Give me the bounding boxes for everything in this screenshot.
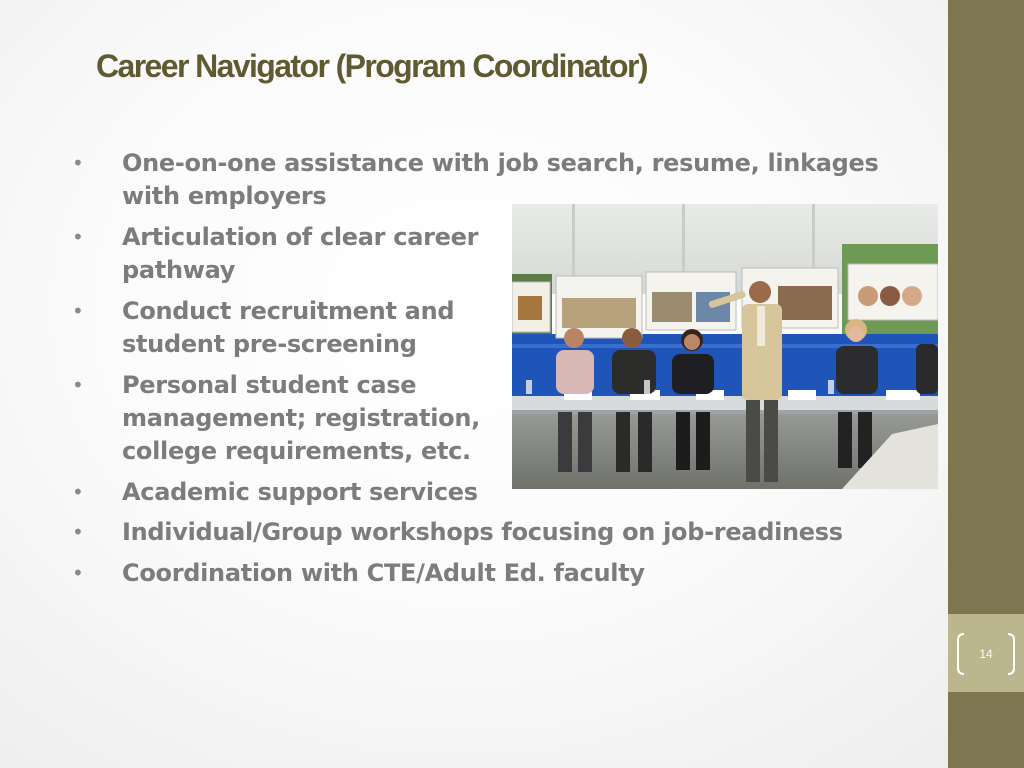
bullet-line: with employers: [122, 182, 327, 210]
bullet-line: One-on-one assistance with job search, resume, linkages: [122, 149, 879, 177]
bullet-line: management; registration,: [122, 404, 480, 432]
slide-title: Career Navigator (Program Coordinator): [96, 48, 647, 84]
bullet-line: Articulation of clear career: [122, 223, 479, 251]
bullet-item-3: [122, 295, 454, 361]
bullet-line: pathway: [122, 256, 236, 284]
bullet-item-2: [122, 221, 478, 287]
bullet-line: Academic support services: [122, 478, 478, 506]
bullet-item-6: [122, 516, 843, 549]
bullet-item-4: [122, 369, 480, 468]
bullet-line: Coordination with CTE/Adult Ed. faculty: [122, 559, 645, 587]
bullet-line: student pre-screening: [122, 330, 417, 358]
page-number: 14: [979, 647, 993, 661]
bullet-line: Personal student case: [122, 371, 417, 399]
bullet-line: Individual/Group workshops focusing on job-readiness: [122, 518, 843, 546]
bullet-line: college requirements, etc.: [122, 437, 471, 465]
bullet-line: Conduct recruitment and: [122, 297, 455, 325]
bullet-item-5: [122, 476, 478, 509]
bullet-item-7: [122, 557, 645, 590]
panel-discussion-photo: [512, 204, 938, 489]
